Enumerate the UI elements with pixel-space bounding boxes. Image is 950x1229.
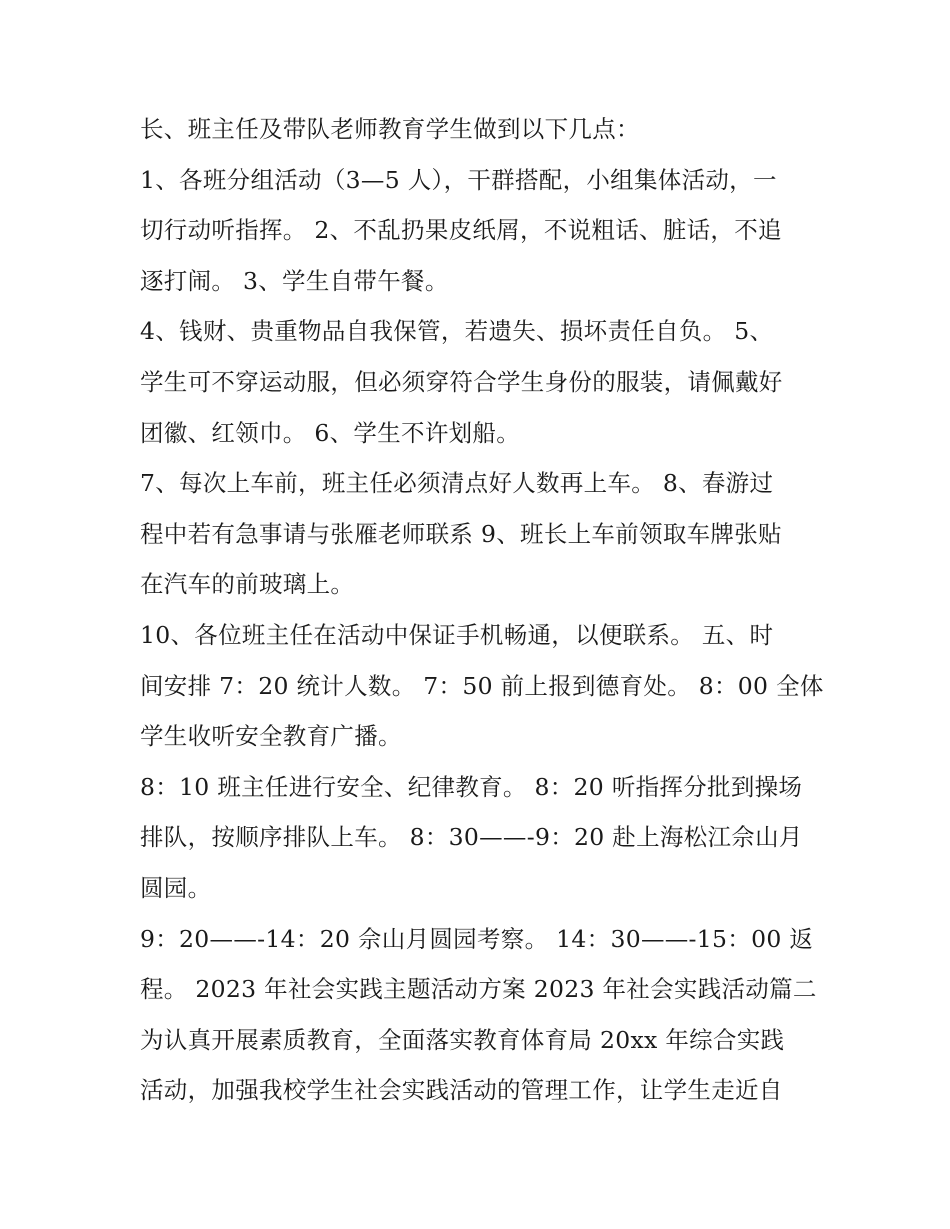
text-line: 间安排 7：20 统计人数。 7：50 前上报到德育处。 8：00 全体 [140,671,824,700]
text-line: 10、各位班主任在活动中保证手机畅通，以便联系。 五、时 [140,620,774,649]
text-line: 程中若有急事请与张雁老师联系 9、班长上车前领取车牌张贴 [140,519,782,548]
text-line: 活动，加强我校学生社会实践活动的管理工作，让学生走近自 [140,1076,783,1105]
text-line: 7、每次上车前，班主任必须清点好人数再上车。 8、春游过 [140,469,774,498]
text-line: 4、钱财、贵重物品自我保管，若遗失、损坏责任自负。 5、 [140,317,774,346]
text-line: 8：10 班主任进行安全、纪律教育。 8：20 听指挥分批到操场 [140,772,803,801]
text-line: 团徽、红领巾。 6、学生不许划船。 [140,418,521,447]
text-line: 排队，按顺序排队上车。 8：30——-9：20 赴上海松江佘山月 [140,823,803,852]
text-line: 为认真开展素质教育，全面落实教育体育局 20xx 年综合实践 [140,1025,785,1054]
text-line: 长、班主任及带队老师教育学生做到以下几点： [140,115,640,143]
text-line: 逐打闹。 3、学生自带午餐。 [140,266,449,295]
text-line: 9：20——-14：20 佘山月圆园考察。 14：30——-15：00 返 [140,924,814,953]
text-line: 学生收听安全教育广播。 [140,722,402,751]
document-body [140,104,824,1116]
text-line: 程。 2023 年社会实践主题活动方案 2023 年社会实践活动篇二 [140,975,817,1004]
text-line: 切行动听指挥。 2、不乱扔果皮纸屑，不说粗话、脏话，不追 [140,216,782,245]
text-line: 圆园。 [140,873,212,902]
text-line: 在汽车的前玻璃上。 [140,570,355,599]
text-line: 学生可不穿运动服，但必须穿符合学生身份的服装，请佩戴好 [140,367,783,396]
text-line: 1、各班分组活动（3—5 人），干群搭配，小组集体活动，一 [140,165,777,194]
